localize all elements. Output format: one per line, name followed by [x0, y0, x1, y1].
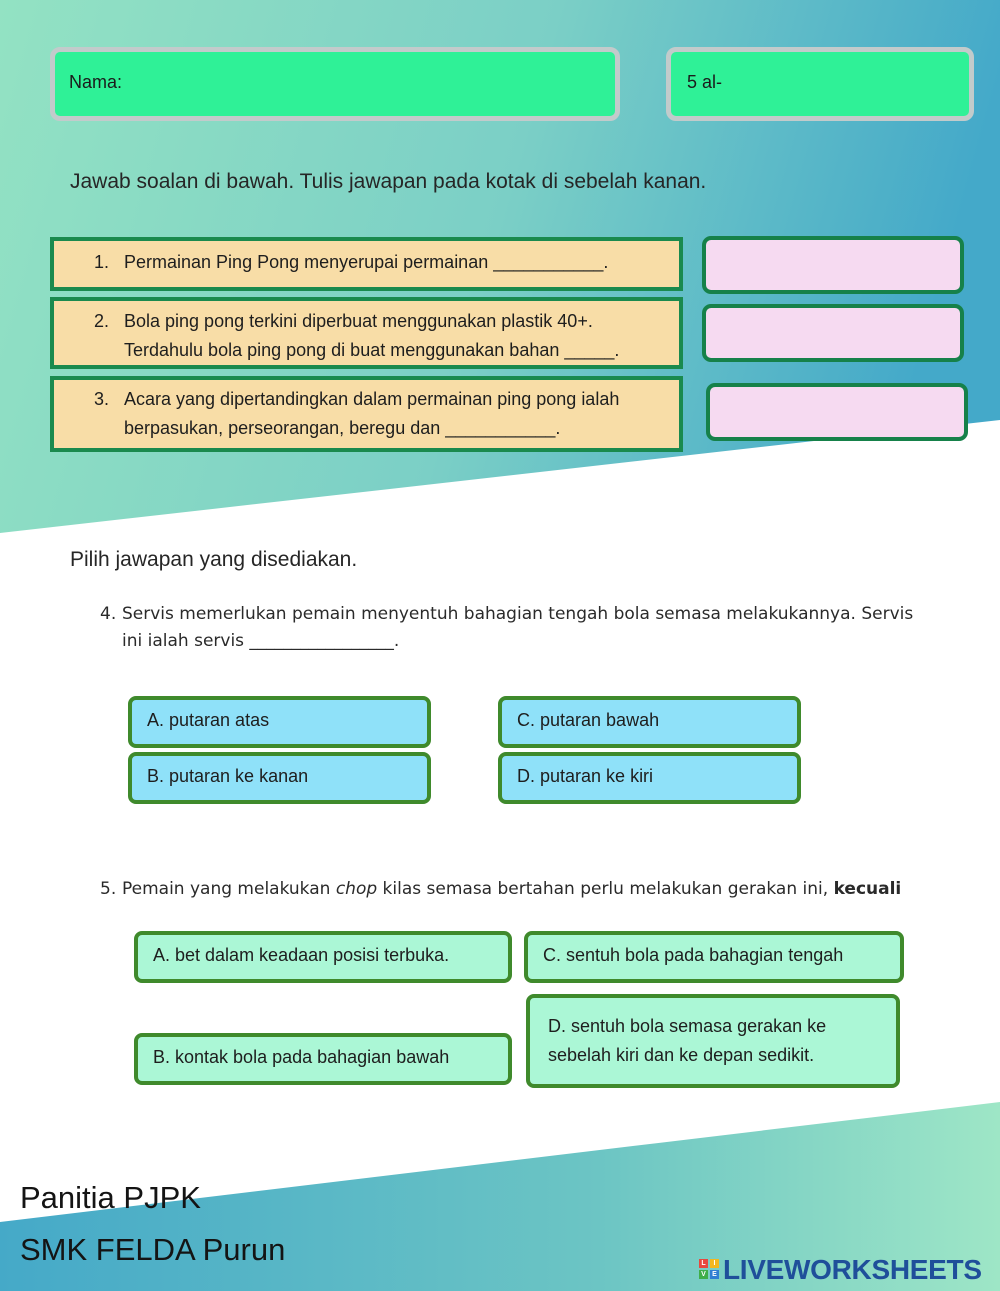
question-5-text-middle: kilas semasa bertahan perlu melakukan gerakan ini,	[377, 879, 834, 899]
q5-option-d[interactable]	[526, 994, 900, 1088]
q5-option-b[interactable]: B. kontak bola pada bahagian bawah	[134, 1033, 512, 1085]
question-4-number: 4.	[100, 604, 117, 624]
logo-letter-v: V	[699, 1270, 708, 1279]
question-3-line-1: Acara yang dipertandingkan dalam permainan ping pong ialah	[124, 389, 620, 409]
question-1-number: 1.	[94, 252, 110, 272]
section1-instruction: Jawab soalan di bawah. Tulis jawapan pada kotak di sebelah kanan.	[70, 170, 707, 193]
question-2-number: 2.	[94, 311, 110, 331]
question-1-text: Permainan Ping Pong menyerupai permainan ___________.	[124, 252, 609, 272]
question-2-box	[50, 297, 683, 369]
question-4-line-1: Servis memerlukan pemain menyentuh bahagian tengah bola semasa melakukannya. Servis	[122, 604, 914, 624]
q4-option-a[interactable]: A. putaran atas	[128, 696, 431, 748]
question-1-box	[50, 237, 683, 291]
question-3-box	[50, 376, 683, 452]
liveworksheets-logo	[697, 1256, 997, 1286]
footer-school: SMK FELDA Purun	[20, 1232, 286, 1267]
question-5-text-italic: chop	[335, 879, 378, 899]
question-2-line-1: Bola ping pong terkini diperbuat menggunakan plastik 40+.	[124, 311, 593, 331]
q4-option-b[interactable]: B. putaran ke kanan	[128, 752, 431, 804]
logo-letter-l: L	[699, 1259, 708, 1268]
question-2-line-2: Terdahulu bola ping pong di buat menggunakan bahan _____.	[124, 340, 620, 360]
question-5-number: 5.	[100, 879, 117, 899]
class-label: 5 al-	[687, 72, 723, 92]
question-4-line-2: ini ialah servis _________________.	[122, 631, 400, 651]
question-3-number: 3.	[94, 389, 110, 409]
section2-instruction: Pilih jawapan yang disediakan.	[70, 548, 358, 571]
name-field[interactable]	[50, 47, 620, 121]
question-5-text-before: Pemain yang melakukan	[122, 879, 336, 899]
question-5-text	[122, 876, 901, 903]
answer-3-input[interactable]	[706, 383, 968, 441]
name-label: Nama:	[69, 72, 123, 92]
q5-option-d-line-1: D. sentuh bola semasa gerakan ke	[548, 1016, 827, 1036]
answer-2-input[interactable]	[702, 304, 964, 362]
footer-panitia: Panitia PJPK	[20, 1180, 201, 1215]
answer-1-input[interactable]	[702, 236, 964, 294]
logo-text: LIVEWORKSHEETS	[723, 1254, 982, 1285]
question-5-text-bold: kecuali	[833, 879, 902, 899]
q5-option-c[interactable]: C. sentuh bola pada bahagian tengah	[524, 931, 904, 983]
q4-option-d[interactable]: D. putaran ke kiri	[498, 752, 801, 804]
logo-letter-i: I	[710, 1259, 719, 1268]
q5-option-d-line-2: sebelah kiri dan ke depan sedikit.	[548, 1045, 815, 1065]
class-field[interactable]	[666, 47, 974, 121]
q5-option-a[interactable]: A. bet dalam keadaan posisi terbuka.	[134, 931, 512, 983]
question-3-line-2: berpasukan, perseorangan, beregu dan ___________.	[124, 418, 561, 438]
logo-letter-e: E	[710, 1270, 719, 1279]
q4-option-c[interactable]: C. putaran bawah	[498, 696, 801, 748]
